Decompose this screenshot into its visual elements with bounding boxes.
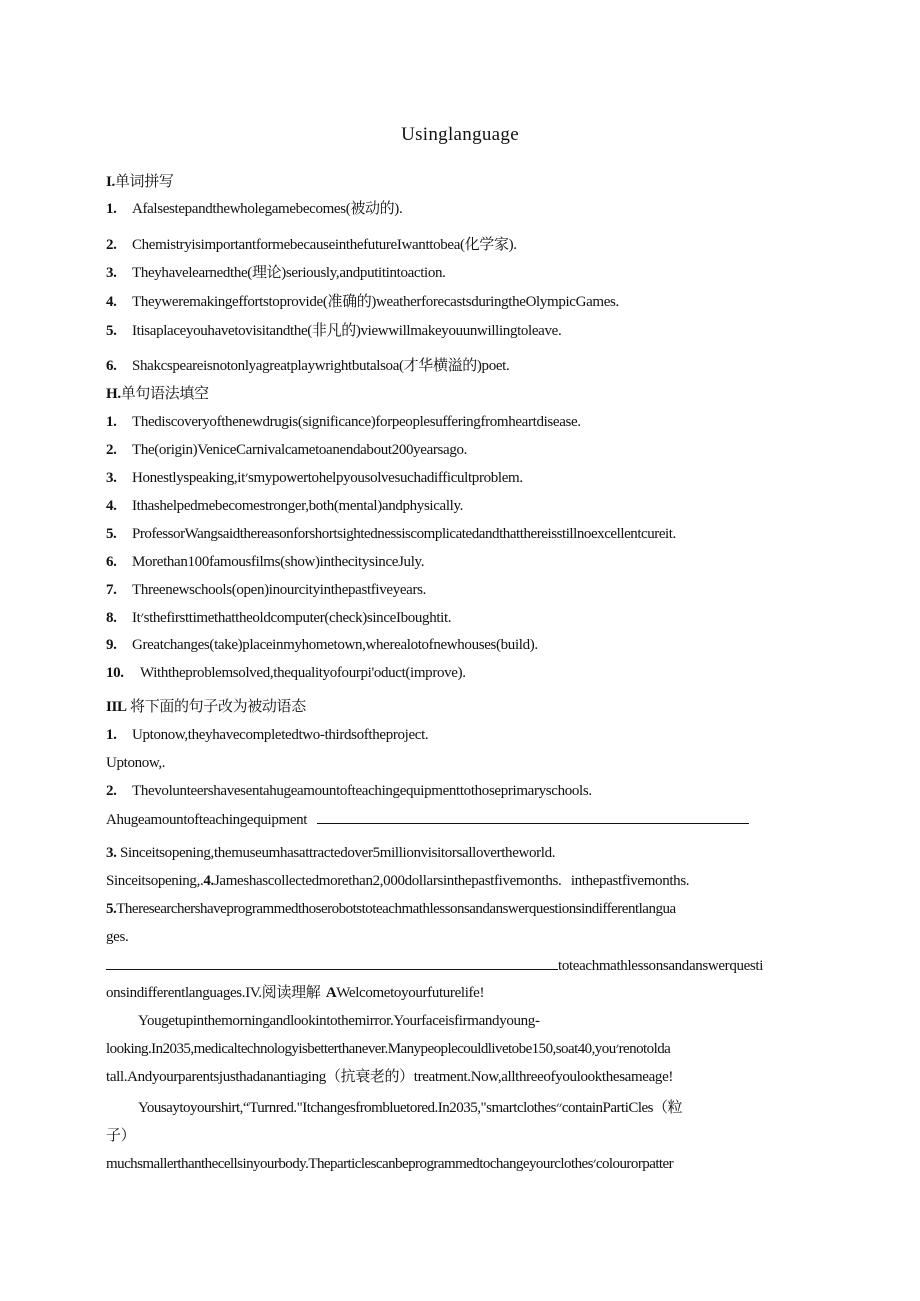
item-text: Theyhavelearnedthe(理论)seriously,andputitintoaction. — [132, 265, 446, 281]
s3-answer-5-cont-section-4 — [106, 983, 818, 1003]
s2-item-3 — [106, 468, 818, 488]
s3-answer-2 — [106, 809, 818, 830]
section-2-number: H. — [106, 386, 121, 402]
passage-title: Welcometoyourfuturelife! — [336, 985, 485, 1001]
s1-item-5 — [106, 321, 818, 341]
s2-item-1 — [106, 412, 818, 432]
item-text: It׳sthefirsttimethattheoldcomputer(check)sinceIboughtit. — [132, 610, 452, 626]
item-number: 6. — [106, 554, 117, 570]
item-number: 2. — [106, 783, 117, 799]
answer-3-text: Sinceitsopening,. — [106, 873, 204, 889]
s2-item-6 — [106, 552, 818, 572]
item-number: 3. — [106, 470, 117, 486]
s2-item-8 — [106, 608, 818, 628]
s2-item-5 — [106, 524, 818, 544]
answer-4-text: inthepastfivemonths. — [570, 873, 690, 889]
item-number: 4. — [106, 294, 117, 310]
item-number: 3. — [106, 265, 117, 281]
paragraph-1-line-1: Yougetupinthemorningandlookintothemirror.Yourfaceisfirmandyoung- — [138, 1013, 540, 1029]
item-text: Shakcspeareisnotonlyagreatplaywrightbutalsoa(才华横溢的)poet. — [132, 358, 510, 374]
item-number: 10. — [106, 665, 124, 681]
s3-answer-5 — [106, 955, 818, 976]
paragraph-1-line-3: tall.Andyourparentsjusthadanantiaging（抗衰老的）treatment.Now,allthreeofyoulookthesameage! — [106, 1069, 674, 1085]
s3-answer-1: Uptonow,. — [106, 755, 166, 771]
section-1-title: 单词拼写 — [114, 174, 174, 190]
section-3-heading — [106, 697, 818, 717]
s2-item-4 — [106, 496, 818, 516]
section-3-title: 将下面的句子改为被动语态 — [130, 699, 306, 715]
item-text: Thediscoveryofthenewdrugis(significance)forpeoplesufferingfromheartdisease. — [132, 414, 581, 430]
item-text: Theresearchershaveprogrammedthoserobotstoteachmathlessonsandanswerquestionsindifferentlangua — [116, 901, 676, 917]
item-number: 9. — [106, 637, 117, 653]
section-3-number: IIL — [106, 699, 127, 715]
item-number: 1. — [106, 201, 117, 217]
item-text: Withtheproblemsolved,thequalityofourpi'oduct(improve). — [140, 665, 466, 681]
item-number: 4. — [106, 498, 117, 514]
item-number: 1. — [106, 727, 117, 743]
item-number: 5. — [106, 901, 117, 917]
s3-question-5-cont: ges. — [106, 929, 129, 945]
item-number: 5. — [106, 526, 117, 542]
item-text: Honestlyspeaking,it׳smypowertohelpyousolvesuchadifficultproblem. — [132, 470, 523, 486]
item-text: Afalsestepandthewholegamebecomes(被动的). — [132, 201, 403, 217]
section-4-heading: IV.阅读理解 — [245, 985, 321, 1001]
s3-question-5 — [106, 899, 818, 919]
item-text: Greatchanges(take)placeinmyhometown,wherealotofnewhouses(build). — [132, 637, 538, 653]
paragraph-1-line-2: looking.In2035,medicaltechnologyisbetterthanever.Manypeoplecouldlivetobe150,soat40,you׳renotolda — [106, 1041, 671, 1057]
answer-blank[interactable] — [317, 809, 749, 824]
item-text: Itisaplaceyouhavetovisitandthe(非凡的)viewwillmakeyouunwillingtoleave. — [132, 323, 562, 339]
item-number: 3. — [106, 845, 117, 861]
passage-label: A — [325, 985, 337, 1001]
page-title: Usinglanguage — [401, 124, 519, 145]
s2-item-7 — [106, 580, 818, 600]
s3-answer-3-question-4 — [106, 871, 818, 891]
item-text: ProfessorWangsaidthereasonforshortsightednessiscomplicatedandthatthereisstillnoexcellentcureit. — [132, 526, 676, 542]
section-2-title: 单句语法填空 — [120, 386, 209, 402]
item-text: Thevolunteershavesentahugeamountofteachingequipmenttothoseprimaryschools. — [132, 783, 592, 799]
s1-item-2 — [106, 235, 818, 255]
item-number: 4. — [203, 873, 214, 889]
item-text: Uptonow,theyhavecompletedtwo-thirdsoftheproject. — [132, 727, 429, 743]
item-number: 1. — [106, 414, 117, 430]
s1-item-1 — [106, 199, 818, 219]
s3-question-1 — [106, 725, 818, 745]
item-text: Threenewschools(open)inourcityinthepastfiveyears. — [132, 582, 426, 598]
item-text: Theyweremakingeffortstoprovide(准确的)weatherforecastsduringtheOlympicGames. — [132, 294, 619, 310]
item-text: Morethan100famousfilms(show)inthecitysinceJuly. — [132, 554, 425, 570]
item-text: Ithashelpedmebecomestronger,both(mental)andphysically. — [132, 498, 464, 514]
paragraph-2-line-2: 子） — [106, 1128, 136, 1144]
section-1-number: I. — [106, 174, 115, 190]
s2-item-10 — [106, 663, 818, 683]
item-number: 2. — [106, 442, 117, 458]
item-text: Sinceitsopening,themuseumhasattractedover5millionvisitorsallovertheworld. — [119, 845, 556, 861]
answer-prefix: Ahugeamountofteachingequipment — [106, 812, 308, 828]
item-text: ChemistryisimportantformebecauseinthefutureIwanttobea(化学家). — [132, 237, 517, 253]
paragraph-2-line-1: Yousaytoyourshirt,“Turnred."Itchangesfrombluetored.In2035,"smartclothes׳׳containPartiCles（粒 — [138, 1100, 683, 1116]
item-number: 5. — [106, 323, 117, 339]
item-text: Jameshascollectedmorethan2,000dollarsinthepastfivemonths. — [213, 873, 562, 889]
s3-question-3 — [106, 843, 818, 863]
paragraph-2-line-3: muchsmallerthanthecellsinyourbody.Theparticlescanbeprogrammedtochangeyourclothes׳colourorpatter — [106, 1156, 674, 1172]
answer-suffix-cont: onsindifferentlanguages. — [106, 985, 246, 1001]
item-number: 7. — [106, 582, 117, 598]
item-number: 8. — [106, 610, 117, 626]
answer-suffix: toteachmathlessonsandanswerquesti — [558, 958, 764, 974]
s1-item-3 — [106, 263, 818, 283]
s2-item-9 — [106, 635, 818, 655]
s1-item-6 — [106, 356, 818, 376]
section-2-heading — [106, 384, 818, 404]
section-1-heading — [106, 172, 818, 192]
s1-item-4 — [106, 292, 818, 312]
answer-blank[interactable] — [106, 955, 558, 970]
s3-question-2 — [106, 781, 818, 801]
item-number: 6. — [106, 358, 117, 374]
item-text: The(origin)VeniceCarnivalcametoanendabout200yearsago. — [132, 442, 468, 458]
item-number: 2. — [106, 237, 117, 253]
s2-item-2 — [106, 440, 818, 460]
